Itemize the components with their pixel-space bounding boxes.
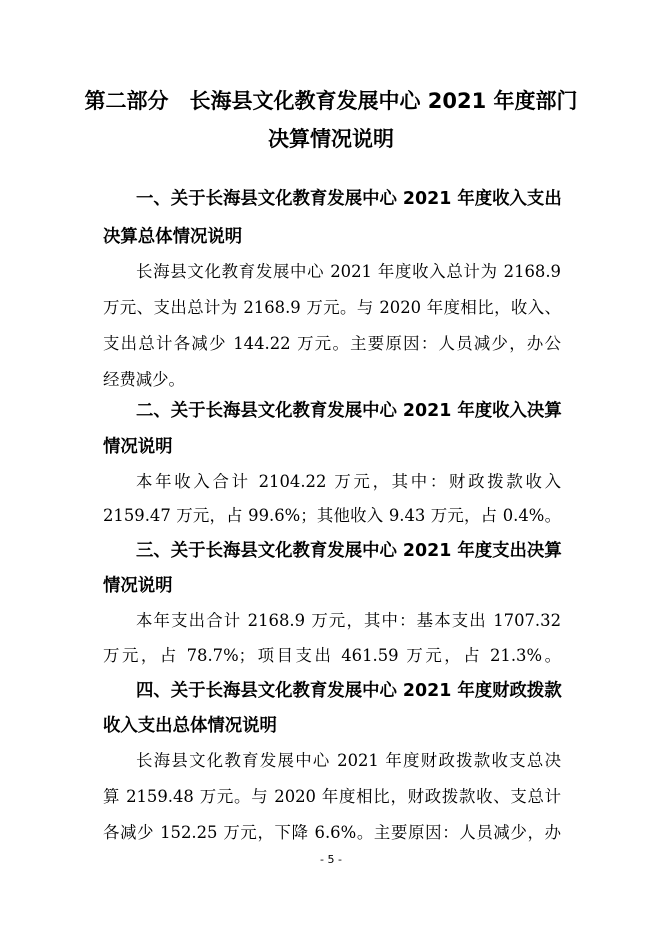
section-1-paragraph-line: 万元、支出总计为 2168.9 万元。与 2020 年度相比，收入、 (103, 298, 561, 317)
section-1-paragraph-line: 长海县文化教育发展中心 2021 年度收入总计为 2168.9 (136, 262, 561, 281)
section-4-paragraph-line: 各减少 152.25 万元，下降 6.6%。主要原因：人员减少，办 (103, 823, 561, 842)
section-1-paragraph-line: 支出总计各减少 144.22 万元。主要原因：人员减少，办公 (103, 334, 561, 353)
section-1-paragraph-line: 经费减少。 (103, 370, 185, 389)
page-number: - 5 - (320, 853, 342, 866)
document-title-continued: 决算情况说明 (268, 127, 394, 151)
section-3-paragraph-line: 万元，占 78.7%；项目支出 461.59 万元，占 21.3%。 (103, 646, 561, 665)
section-2-heading: 二、关于长海县文化教育发展中心 2021 年度收入决算 (136, 401, 562, 421)
document-title: 第二部分 长海县文化教育发展中心 2021 年度部门 (84, 89, 578, 113)
section-4-heading-continued: 收入支出总体情况说明 (103, 716, 277, 736)
section-2-paragraph-line: 本年收入合计 2104.22 万元，其中：财政拨款收入 (136, 472, 561, 491)
section-3-heading: 三、关于长海县文化教育发展中心 2021 年度支出决算 (136, 541, 562, 561)
section-1-heading-continued: 决算总体情况说明 (103, 227, 243, 247)
section-4-heading: 四、关于长海县文化教育发展中心 2021 年度财政拨款 (136, 681, 562, 701)
section-2-heading-continued: 情况说明 (103, 437, 173, 457)
section-1-heading: 一、关于长海县文化教育发展中心 2021 年度收入支出 (136, 189, 562, 209)
section-3-heading-continued: 情况说明 (103, 576, 173, 596)
section-4-paragraph-line: 长海县文化教育发展中心 2021 年度财政拨款收支总决 (136, 751, 561, 770)
section-4-paragraph-line: 算 2159.48 万元。与 2020 年度相比，财政拨款收、支总计 (103, 787, 561, 806)
section-3-paragraph-line: 本年支出合计 2168.9 万元，其中：基本支出 1707.32 (136, 611, 561, 630)
section-2-paragraph-line: 2159.47 万元，占 99.6%；其他收入 9.43 万元，占 0.4%。 (103, 506, 561, 525)
